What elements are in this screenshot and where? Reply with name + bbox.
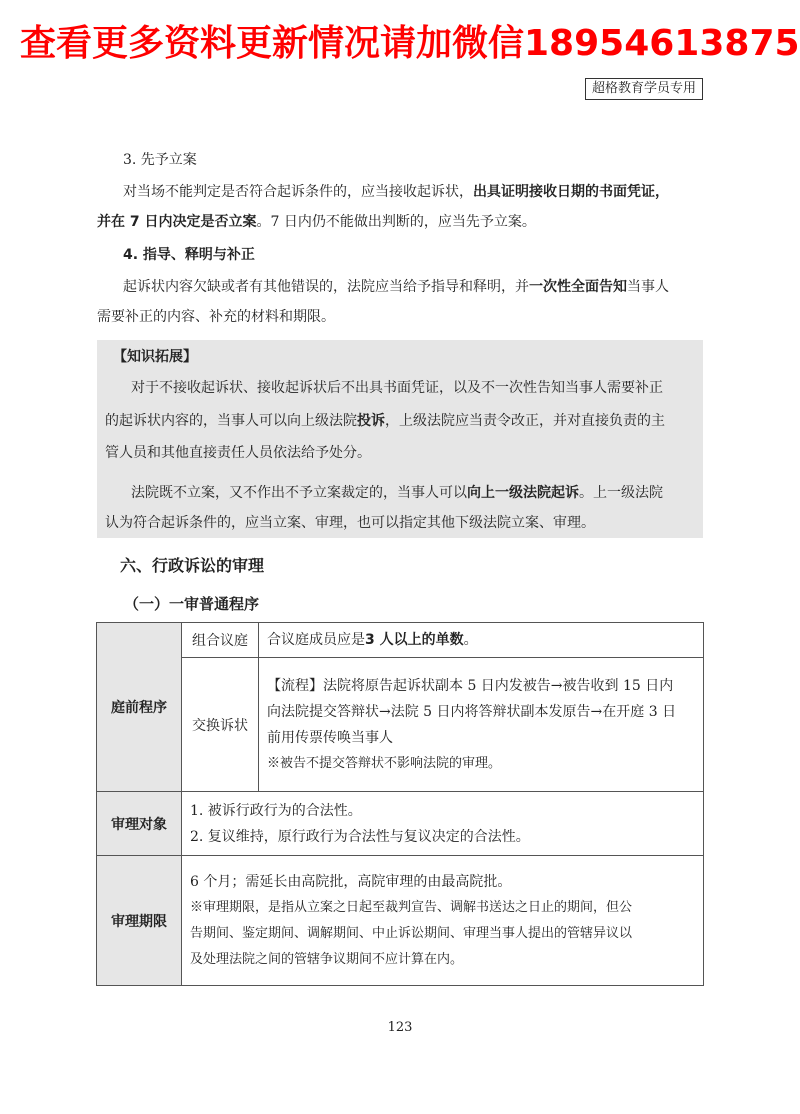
cell-line: 向法院提交答辩状→法院 5 日内将答辩状副本发原告→在开庭 3 日 bbox=[267, 703, 677, 720]
knowledge-extension-title: 【知识拓展】 bbox=[113, 349, 197, 365]
ext-para2-line2: 认为符合起诉条件的，应当立案、审理，也可以指定其他下级法院立案、审理。 bbox=[105, 515, 595, 531]
cell-note: 告期间、鉴定期间、调解期间、中止诉讼期间、审理当事人提出的管辖异议以 bbox=[190, 925, 633, 941]
text-run: 。上一级法院 bbox=[579, 485, 663, 501]
cell-line: 1. 被诉行政行为的合法性。 bbox=[190, 802, 362, 819]
emphasis-text: 一次性全面告知 bbox=[529, 279, 627, 295]
emphasis-text: 出具证明接收日期的书面凭证， bbox=[473, 184, 669, 200]
section-3-heading: 3. 先予立案 bbox=[123, 152, 197, 168]
student-badge: 超格教育学员专用 bbox=[585, 78, 703, 100]
cell-line: 2. 复议维持，原行政行为合法性与复议决定的合法性。 bbox=[190, 828, 530, 845]
sub-label-exchange: 交换诉状 bbox=[182, 658, 259, 792]
cell-line: 【流程】法院将原告起诉状副本 5 日内发被告→被告收到 15 日内 bbox=[267, 677, 674, 694]
table-cell bbox=[182, 792, 704, 856]
table-row bbox=[97, 623, 704, 658]
text-run: 当事人 bbox=[627, 279, 669, 295]
heading-text: 4. 指导、释明与补正 bbox=[123, 247, 255, 263]
sub-label-panel: 组合议庭 bbox=[182, 623, 259, 658]
row-label-period: 审理期限 bbox=[97, 856, 182, 986]
emphasis-text: 3 人以上的单数 bbox=[365, 632, 464, 648]
watermark-banner: 查看更多资料更新情况请加微信18954613875 bbox=[20, 23, 800, 64]
subsection-1-heading: （一）一审普通程序 bbox=[124, 595, 260, 613]
table-cell bbox=[182, 856, 704, 986]
text-run: 对当场不能判定是否符合起诉条件的，应当接收起诉状， bbox=[123, 184, 473, 200]
text-run: 。 bbox=[463, 632, 478, 648]
emphasis-text: 并在 7 日内决定是否立案 bbox=[97, 214, 257, 230]
section-6-heading: 六、行政诉讼的审理 bbox=[120, 556, 265, 575]
cell-line: 6 个月；需延长由高院批，高院审理的由最高院批。 bbox=[190, 873, 512, 890]
table-row bbox=[97, 792, 704, 856]
emphasis-text: 投诉 bbox=[357, 413, 385, 429]
page-number: 123 bbox=[387, 1020, 413, 1035]
text-run: ，上级法院应当责令改正，并对直接负责的主 bbox=[385, 413, 665, 429]
text-run: 。7 日内仍不能做出判断的，应当先予立案。 bbox=[256, 214, 536, 230]
table-row bbox=[97, 856, 704, 986]
cell-note: 及处理法院之间的管辖争议期间不应计算在内。 bbox=[190, 951, 464, 967]
section-4-heading bbox=[123, 245, 255, 265]
procedure-table bbox=[96, 622, 704, 986]
ext-para1-line3: 管人员和其他直接责任人员依法给予处分。 bbox=[105, 445, 371, 461]
text-run: 法院既不立案，又不作出不予立案裁定的，当事人可以 bbox=[131, 485, 467, 501]
section-3-para-line1 bbox=[123, 182, 669, 202]
knowledge-extension-box bbox=[97, 340, 703, 538]
section-4-para-line2: 需要补正的内容、补充的材料和期限。 bbox=[97, 309, 335, 325]
table-cell bbox=[259, 658, 704, 792]
row-label-scope: 审理对象 bbox=[97, 792, 182, 856]
cell-line: 前用传票传唤当事人 bbox=[267, 729, 393, 746]
text-run: 起诉状内容欠缺或者有其他错误的，法院应当给予指导和释明，并 bbox=[123, 279, 529, 295]
section-3-para-line2 bbox=[97, 212, 536, 232]
text-run: 的起诉状内容的，当事人可以向上级法院 bbox=[105, 413, 357, 429]
emphasis-text: 向上一级法院起诉 bbox=[467, 485, 579, 501]
ext-para1-line1: 对于不接收起诉状、接收起诉状后不出具书面凭证，以及不一次性告知当事人需要补正 bbox=[131, 380, 663, 396]
cell-note: ※被告不提交答辩状不影响法院的审理。 bbox=[267, 755, 502, 771]
row-label-pretrial: 庭前程序 bbox=[97, 623, 182, 792]
cell-note: ※审理期限，是指从立案之日起至裁判宣告、调解书送达之日止的期间，但公 bbox=[190, 899, 633, 915]
ext-para1-line2 bbox=[105, 411, 665, 431]
table-cell bbox=[259, 623, 704, 658]
table-row bbox=[97, 658, 704, 792]
text-run: 合议庭成员应是 bbox=[267, 632, 365, 648]
section-4-para-line1 bbox=[123, 277, 669, 297]
ext-para2-line1 bbox=[131, 483, 663, 503]
